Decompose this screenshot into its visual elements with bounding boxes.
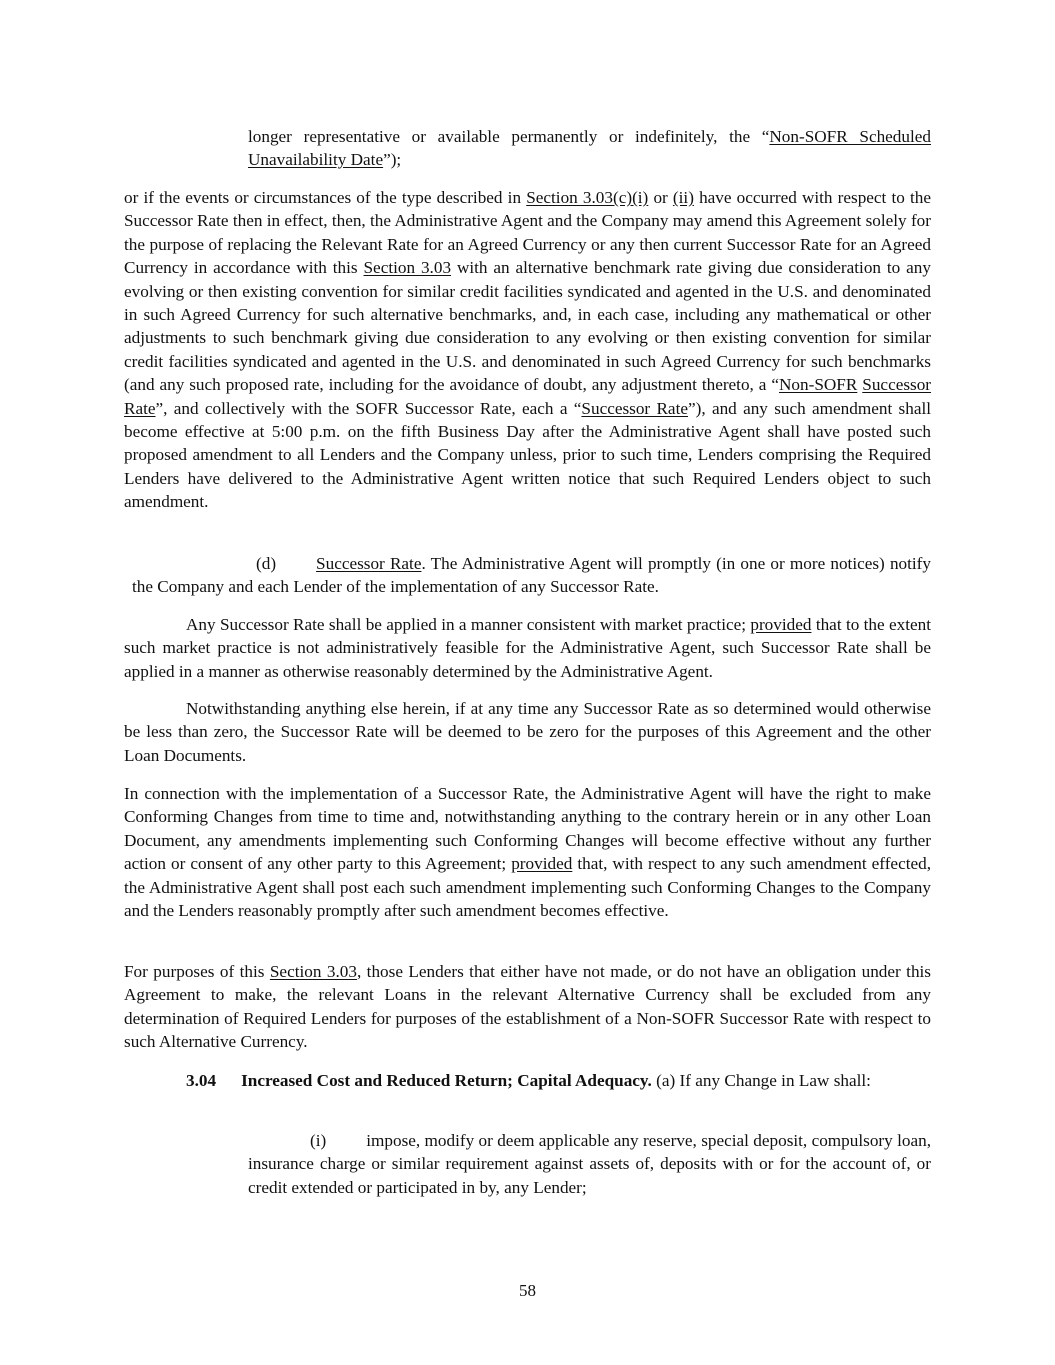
proviso-term: provided [750,615,812,634]
section-reference: Section 3.03(c)(i) [526,188,649,207]
section-3-04-heading: 3.04 Increased Cost and Reduced Return; Capital Adequacy. (a) If any Change in Law shall: [186,1071,871,1090]
clause-label: (d) [256,554,277,573]
section-number: 3.04 [186,1071,217,1090]
paragraph-amendment: or if the events or circumstances of the type described in Section 3.03(c)(i) or (ii) have occurred with respect to the Successor Rate then in effect, then, the Administrative Agent and the Company may amend this Agreement solely for the purpose of replacing the Relevant Rate for an Agreed Currency or any then current Successor Rate for an Agreed Currency in accordance with this Section 3.03 with an alternative benchmark rate giving due consideration to any evolving or then existing convention for similar credit facilities syndicated and agented in the U.S. and denominated in such Agreed Currency for such alternative benchmarks, and, in each case, including any mathematical or other adjustments to such benchmark giving due consideration to any evolving or then existing convention for similar credit facilities syndicated and agented in the U.S. and denominated in such Agreed Currency for such benchmarks (and any such proposed rate, including for the avoidance of doubt, any adjustment thereto, a “Non-SOFR Successor Rate”, and collectively with the SOFR Successor Rate, each a “Successor Rate”), and any such amendment shall become effective at 5:00 p.m. on the fifth Business Day after the Administrative Agent shall have posted such proposed amendment to all Lenders and the Company unless, prior to such time, Lenders comprising the Required Lenders have delivered to the Administrative Agent written notice that such Required Lenders object to such amendment. [124,188,932,512]
paragraph-conforming-changes: In connection with the implementation of a Successor Rate, the Administrative Agent will have the right to make Conforming Changes from time to time and, notwithstanding anything to the contrary herein or in any other Loan Document, any amendments implementing such Conforming Changes will become effective without any further action or consent of any other party to this Agreement; provided that, with respect to any such amendment effected, the Administrative Agent shall post each such amendment implementing such Conforming Changes to the Company and the Lenders reasonably promptly after such amendment becomes effective. [124,784,931,921]
clause-heading: Successor Rate [316,554,422,573]
section-reference: (ii) [672,188,694,207]
page-number: 58 [519,1281,536,1300]
clause-label: (i) [310,1131,327,1150]
paragraph-required-lenders: For purposes of this Section 3.03, those Lenders that either have not made, or do not have an obligation under this Agreement to make, the relevant Loans in the relevant Alternative Currency shall be excluded from any determination of Required Lenders for purposes of the establishment of a Non-SOFR Successor Rate with respect to such Alternative Currency. [124,962,931,1052]
section-reference: Section 3.03 [363,258,452,278]
defined-term-link: Successor Rate [124,375,932,418]
paragraph-zero-floor: Notwithstanding anything else herein, if at any time any Successor Rate as so determined would otherwise be less than zero, the Successor Rate will be deemed to be zero for the purposes of this Agreement and the other Loan Documents. [124,699,931,765]
section-reference: Section 3.03 [269,962,357,981]
defined-term-link: Non-SOFR [779,375,858,395]
paragraph-successor-rate-notice: (d) Successor Rate. The Administrative Agent will promptly (in one or more notices) notify the Company and each Lender of the implementation of any Successor Rate. [132,554,931,597]
defined-term-link: Non-SOFR Scheduled Unavailability Date [248,127,931,170]
paragraph-non-sofr-unavailability: longer representative or available permanently or indefinitely, the “Non-SOFR Scheduled Unavailability Date”); [248,127,931,170]
proviso-term: provided [511,854,573,874]
section-title: Increased Cost and Reduced Return; Capital Adequacy. [241,1071,652,1090]
defined-term-link: Successor Rate [581,398,688,418]
clause-i: (i) impose, modify or deem applicable any reserve, special deposit, compulsory loan, insurance charge or similar requirement against assets of, deposits with or for the account of, or credit extended or participated in by, any Lender; [248,1131,931,1197]
paragraph-market-practice: Any Successor Rate shall be applied in a manner consistent with market practice; provided that to the extent such market practice is not administratively feasible for the Administrative Agent, such Successor Rate shall be applied in a manner as otherwise reasonably determined by the Administrative Agent. [124,615,932,681]
